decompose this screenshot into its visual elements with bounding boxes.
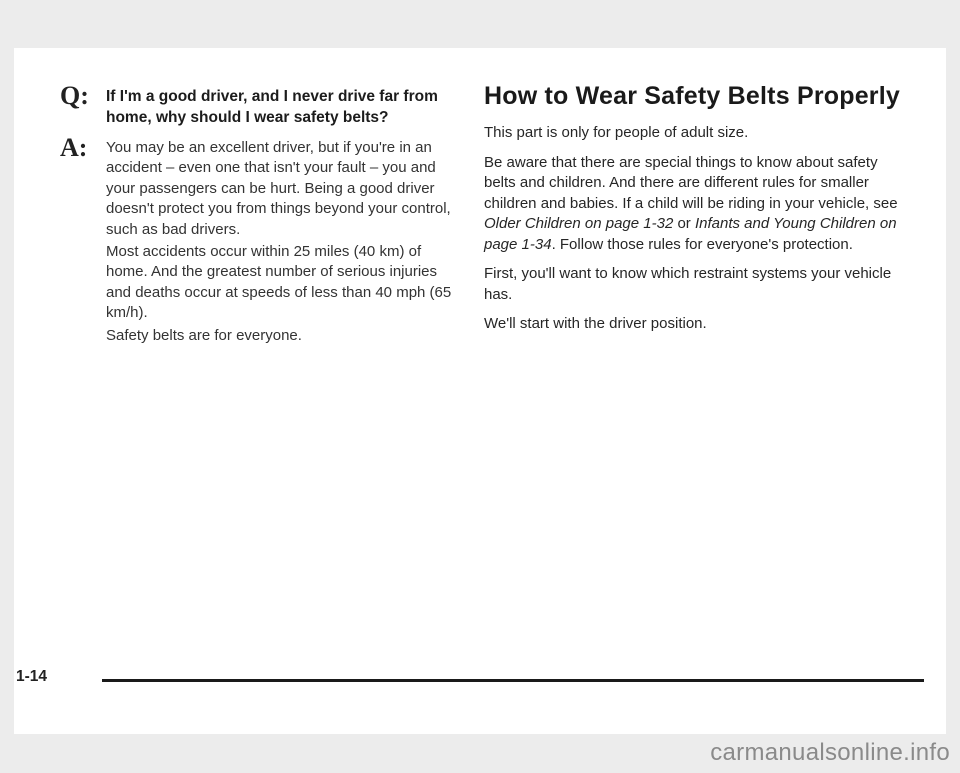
- watermark-text: carmanualsonline.info: [710, 739, 950, 766]
- section-paragraph-references: [484, 153, 904, 256]
- paragraph-lead: Be aware that there are special things to know about safety belts and children. And there are different rules for smaller children and babies. If a child will be riding in your vehicle, see: [484, 153, 898, 212]
- answer-block: [60, 133, 460, 240]
- answer-text: You may be an excellent driver, but if you're in an accident – even one that isn't your fault – you and your passengers can be hurt. Being a good driver doesn't protect you from things beyond your control, such as bad drivers.: [106, 139, 451, 238]
- paragraph-tail: . Follow those rules for everyone's protection.: [551, 235, 853, 253]
- cross-reference-link[interactable]: Older Children on page 1-32: [484, 215, 674, 232]
- cross-reference-link[interactable]: Infants and Young Children on page 1-34: [484, 215, 897, 253]
- answer-paragraph: Safety belts are for everyone.: [106, 326, 302, 344]
- section-paragraph: We'll start with the driver position.: [484, 315, 707, 332]
- question-marker: Q:: [60, 81, 89, 110]
- section-paragraph: This part is only for people of adult size.: [484, 124, 749, 141]
- section-heading: How to Wear Safety Belts Properly: [484, 82, 900, 110]
- page-number: 1-14: [16, 668, 48, 685]
- answer-paragraph: Most accidents occur within 25 miles (40 km) of home. And the greatest number of serious injuries and deaths occur at speeds of less than 40 mph (65 km/h).: [106, 243, 452, 322]
- question-text: If I'm a good driver, and I never drive far from home, why should I wear safety belts?: [106, 88, 438, 126]
- qa-column: [60, 81, 460, 346]
- footer-rule: [102, 679, 924, 682]
- manual-page: [14, 48, 946, 734]
- paragraph-connector: or: [673, 215, 695, 232]
- section-column: [484, 82, 904, 344]
- section-paragraph: First, you'll want to know which restraint systems your vehicle has.: [484, 265, 892, 303]
- question-block: [60, 81, 460, 128]
- answer-marker: A:: [60, 133, 88, 162]
